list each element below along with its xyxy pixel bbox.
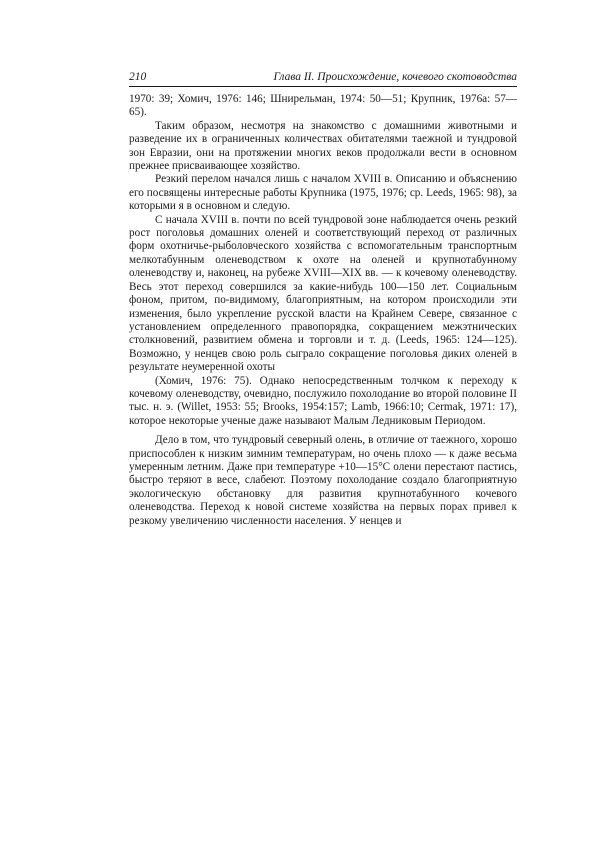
book-page bbox=[129, 70, 517, 528]
running-title: Глава II. Происхождение, кочевого скотоводства bbox=[273, 71, 517, 83]
paragraph-1: 1970: 39; Хомич, 1976: 146; Шнирельман, 1974: 50—51; Крупник, 1976а: 57—65). bbox=[129, 93, 517, 119]
page-number: 210 bbox=[129, 71, 147, 83]
paragraph-4: С начала XVIII в. почти по всей тундровой зоне наблюдается очень резкий рост поголовья домашних оленей и соответствующий переход от различных форм охотничье-рыболовческого хозяйства с вспомогательным транспортным мелкотабунным оленеводством к охоте на оленей и крупнотабунному оленеводству и, наконец, на рубеже XVIII—XIX вв. — к кочевому оленеводству. Весь этот переход совершился за какие-нибудь 100—150 лет. Социальным фоном, притом, по-видимому, благоприятным, на котором происходили эти изменения, было укрепление русской власти на Крайнем Севере, связанное с установлением определенного правопорядка, сокращением межэтнических столкновений, развитием обмена и торговли и т. д. (Leeds, 1965: 124—125). Возможно, у ненцев свою роль сыграло сокращение поголовья диких оленей в результате неумеренной охоты bbox=[129, 213, 517, 374]
paragraph-6: Дело в том, что тундровый северный олень, в отличие от таежного, хорошо приспособлен к низким зимним температурам, но очень плохо — к даже весьма умеренным летним. Даже при температуре +10—15°С олени перестают пастись, быстро теряют в весе, слабеют. Поэтому похолодание создало благоприятную экологическую обстановку для развития крупнотабунного кочевого оленеводства. Переход к новой системе хозяйства на первых порах привел к резкому увеличению численности населения. У ненцев и bbox=[129, 434, 517, 527]
paragraph-5: (Хомич, 1976: 75). Однако непосредственным толчком к переходу к кочевому оленеводству, очевидно, послужило похолодание во второй половине II тыс. н. э. (Willet, 1953: 55; Brooks, 1954:157; Lamb, 1966:10; Cermak, 1971: 17), которое некоторые ученые даже называют Малым Ледниковым Периодом. bbox=[129, 374, 517, 427]
paragraph-2: Таким образом, несмотря на знакомство с домашними животными и разведение их в ограниченных количествах обитателями таежной и тундровой зон Евразии, они на протяжении многих веков продолжали вести в основном прежнее присваивающее хозяйство. bbox=[129, 119, 517, 173]
paragraph-3: Резкий перелом начался лишь с началом XVIII в. Описанию и объяснению его посвящены интересные работы Крупника (1975, 1976; ср. Leeds, 1965: 98), за которыми я в основном и следую. bbox=[129, 173, 517, 213]
running-header bbox=[129, 70, 517, 87]
body-text bbox=[129, 93, 517, 528]
